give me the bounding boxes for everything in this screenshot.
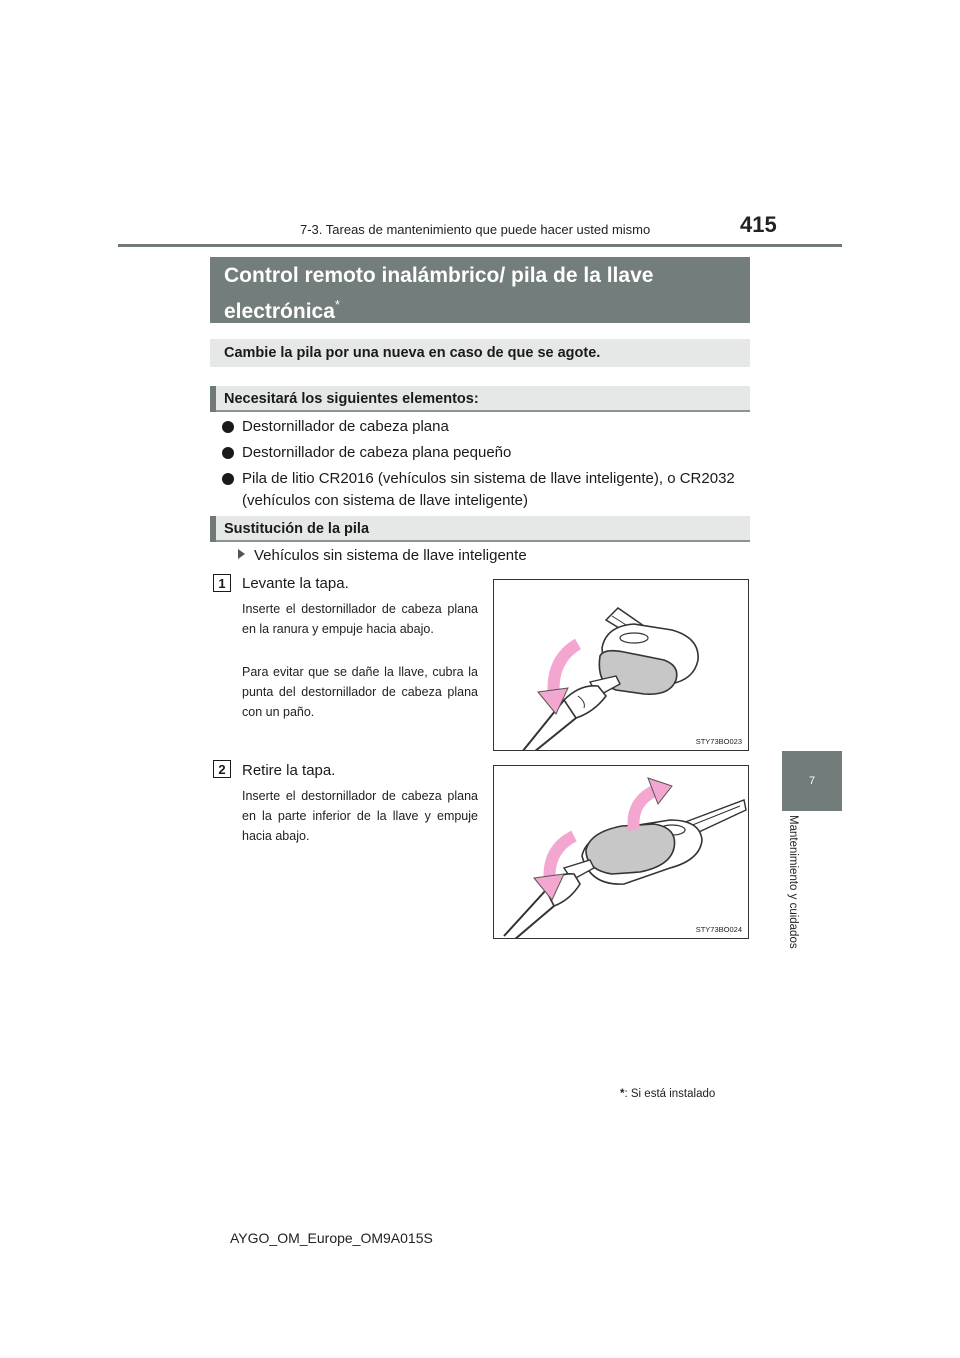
page-number: 415 [740,212,777,237]
bullet-icon [222,447,234,459]
title-asterisk: * [334,297,340,312]
step-title-1: Levante la tapa. [242,575,349,592]
page-title [210,257,750,323]
triangle-icon [238,549,245,559]
header-rule [118,244,842,247]
needed-list [222,416,752,516]
list-item: Destornillador de cabeza plana pequeño [222,442,752,464]
replacement-heading-text: Sustitución de la pila [224,521,370,537]
figure-remove-cover [493,765,749,939]
page-title-text: Control remoto inalámbrico/ pila de la llave electrónica [224,264,654,323]
needed-heading-text: Necesitará los siguientes elementos: [224,391,479,407]
replacement-heading [210,516,750,542]
footnote-asterisk: * [620,1088,625,1100]
chapter-label [782,815,806,975]
step-1-paragraph-2: Para evitar que se dañe la llave, cubra la punta del destornillador de cabeza plana con un paño. [242,665,478,719]
vehicle-subheading: Vehículos sin sistema de llave inteligente [238,547,527,564]
footnote-text: : Si está instalado [624,1088,716,1100]
figure-code: STY73BO023 [695,737,742,746]
key-lift-illustration [494,580,749,751]
document-footer: AYGO_OM_Europe_OM9A015S [230,1230,433,1246]
figure-lift-cover [493,579,749,751]
step-title-2: Retire la tapa. [242,762,336,779]
list-item: Pila de litio CR2016 (vehículos sin sistema de llave inteligente), o CR2032 (vehículos con sistema de llave inteligente) [222,468,752,512]
step-number-2: 2 [213,760,231,778]
footnote [620,1088,715,1100]
step-2-paragraph-1: Inserte el destornillador de cabeza plana en la parte inferior de la llave y empuje hacia abajo. [242,789,478,843]
list-item: Destornillador de cabeza plana [222,416,752,438]
needed-heading [210,386,750,412]
bullet-icon [222,421,234,433]
bullet-icon [222,473,234,485]
step-1-paragraph-1: Inserte el destornillador de cabeza plana en la ranura y empuje hacia abajo. [242,602,478,636]
heading-marker [210,516,216,542]
intro-bar: Cambie la pila por una nueva en caso de que se agote. [210,339,750,367]
key-remove-illustration [494,766,749,939]
chapter-tab: 7 [782,751,842,811]
heading-marker [210,386,216,412]
step-number-1: 1 [213,574,231,592]
chapter-label-text: Mantenimiento y cuidados [787,815,799,949]
section-title: 7-3. Tareas de mantenimiento que puede hacer usted mismo [300,222,651,237]
figure-code: STY73BO024 [695,925,742,934]
